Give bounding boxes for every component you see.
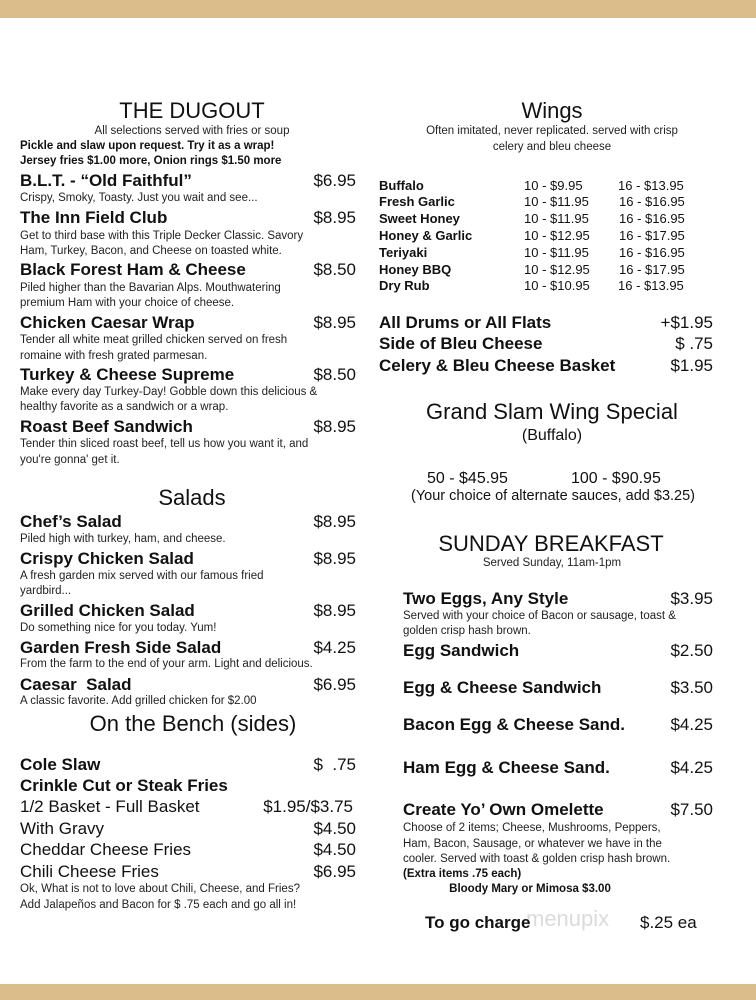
wing-price-10: 10 - $12.95 [524, 262, 590, 277]
item-name: Chef’s Salad [20, 512, 122, 531]
grand-slam-note: (Your choice of alternate sauces, add $3.25) [410, 488, 696, 504]
wing-price-10: 10 - $11.95 [524, 194, 589, 209]
item-price: $6.95 [313, 171, 356, 190]
salads-title: Salads [158, 485, 226, 510]
breakfast-title: SUNDAY BREAKFAST [438, 531, 664, 556]
dugout-note: All selections served with fries or soup [94, 125, 290, 137]
item-desc: you're gonna' get it. [20, 454, 120, 466]
item-desc: Do something nice for you today. Yum! [20, 622, 217, 634]
extra-price: +$1.95 [660, 313, 713, 332]
to-go-price: $.25 ea [640, 913, 697, 932]
wing-price-16: 16 - $16.95 [619, 245, 685, 260]
wing-flavor: Honey BBQ [379, 262, 452, 277]
item-name: Egg & Cheese Sandwich [403, 678, 602, 697]
item-desc: Add Jalapeños and Bacon for $ .75 each and go all in! [20, 899, 297, 911]
drinks-note: Bloody Mary or Mimosa $3.00 [449, 883, 611, 895]
grand-slam-subtitle: (Buffalo) [521, 427, 583, 444]
wing-price-16: 16 - $16.95 [619, 211, 685, 226]
item-name: Chili Cheese Fries [20, 862, 159, 881]
item-name: Chicken Caesar Wrap [20, 313, 195, 332]
item-price: $4.25 [313, 638, 356, 657]
wing-price-16: 16 - $17.95 [619, 262, 685, 277]
item-price: $1.95/$3.75 [263, 797, 353, 816]
item-desc: Tender thin sliced roast beef, tell us how you want it, and [20, 438, 309, 450]
wing-flavor: Buffalo [379, 178, 424, 193]
wings-desc: Often imitated, never replicated. served with crisp [426, 125, 678, 137]
wing-price-10: 10 - $9.95 [524, 178, 583, 193]
grand-slam-option: 50 - $45.95 [427, 470, 508, 487]
item-extra: (Extra items .75 each) [403, 868, 522, 880]
item-desc: cooler. Served with toast & golden crisp hash brown. [403, 853, 671, 865]
item-name: Create Yo’ Own Omelette [403, 800, 604, 819]
bench-title: On the Bench (sides) [89, 711, 297, 736]
item-price: $8.50 [313, 260, 356, 279]
dugout-note: Pickle and slaw upon request. Try it as a wrap! [20, 140, 275, 152]
item-name: With Gravy [20, 819, 105, 838]
item-name: Cheddar Cheese Fries [20, 840, 192, 859]
item-price: $8.95 [313, 601, 356, 620]
wing-flavor: Honey & Garlic [379, 228, 473, 243]
item-desc: Piled high with turkey, ham, and cheese. [20, 533, 226, 545]
wing-price-10: 10 - $11.95 [524, 245, 589, 260]
top-border [0, 0, 756, 18]
wing-price-10: 10 - $12.95 [524, 228, 590, 243]
wings-desc: celery and bleu cheese [492, 141, 612, 153]
item-desc: yardbird... [20, 585, 72, 597]
item-name: 1/2 Basket - Full Basket [20, 797, 200, 816]
item-price: $4.25 [670, 758, 713, 777]
item-desc: romaine with fresh grated parmesan. [20, 350, 208, 362]
dugout-note: Jersey fries $1.00 more, Onion rings $1.50 more [20, 155, 282, 167]
item-price: $6.95 [313, 862, 356, 881]
to-go-label: To go charge [425, 913, 531, 932]
item-name: Black Forest Ham & Cheese [20, 260, 246, 279]
extra-name: All Drums or All Flats [379, 313, 552, 332]
wing-price-16: 16 - $17.95 [619, 228, 685, 243]
item-price: $8.50 [313, 365, 356, 384]
item-name: Turkey & Cheese Supreme [20, 365, 235, 384]
item-desc: From the farm to the end of your arm. Light and delicious. [20, 658, 313, 670]
item-desc: Piled higher than the Bavarian Alps. Mouthwatering [20, 282, 281, 294]
item-desc: healthy favorite as a sandwich or a wrap. [20, 401, 229, 413]
wings-title: Wings [521, 98, 583, 123]
item-price: $ .75 [313, 755, 356, 774]
item-name: The Inn Field Club [20, 208, 168, 227]
item-price: $8.95 [313, 512, 356, 531]
item-desc: Choose of 2 items; Cheese, Mushrooms, Peppers, [403, 822, 661, 834]
item-name: Grilled Chicken Salad [20, 601, 195, 620]
item-name: Crispy Chicken Salad [20, 549, 194, 568]
wing-price-10: 10 - $11.95 [524, 211, 589, 226]
item-name: Caesar Salad [20, 675, 132, 694]
wing-price-16: 16 - $13.95 [618, 278, 684, 293]
fries-header: Crinkle Cut or Steak Fries [20, 776, 228, 795]
item-name: Roast Beef Sandwich [20, 417, 193, 436]
item-price: $7.50 [670, 800, 713, 819]
item-price: $4.50 [313, 819, 356, 838]
watermark: menupix [526, 906, 610, 931]
item-price: $4.50 [313, 840, 356, 859]
item-desc: Make every day Turkey-Day! Gobble down this delicious & [20, 386, 318, 398]
wing-flavor: Sweet Honey [379, 211, 460, 226]
dugout-title: THE DUGOUT [119, 98, 265, 123]
bottom-border [0, 984, 756, 1000]
item-desc: A fresh garden mix served with our famous fried [20, 570, 264, 582]
grand-slam-option: 100 - $90.95 [571, 470, 661, 487]
wing-flavor: Fresh Garlic [379, 194, 455, 209]
item-desc: Get to third base with this Triple Decker Classic. Savory [20, 230, 304, 242]
extra-price: $1.95 [670, 356, 713, 375]
item-price: $3.95 [670, 589, 713, 608]
wing-flavor: Teriyaki [379, 245, 428, 260]
item-name: Two Eggs, Any Style [403, 589, 569, 608]
item-desc: Ham, Bacon, Sausage, or whatever we have in the [403, 838, 662, 850]
item-desc: Ok, What is not to love about Chili, Cheese, and Fries? [20, 883, 300, 895]
item-name: Ham Egg & Cheese Sand. [403, 758, 610, 777]
item-name: B.L.T. - “Old Faithful” [20, 171, 192, 190]
item-desc: A classic favorite. Add grilled chicken for $2.00 [20, 695, 257, 707]
breakfast-subtitle: Served Sunday, 11am-1pm [482, 557, 622, 569]
item-price: $8.95 [313, 549, 356, 568]
item-desc: premium Ham with your choice of cheese. [20, 297, 235, 309]
wing-price-16: 16 - $16.95 [619, 194, 685, 209]
item-desc: Ham, Turkey, Bacon, and Cheese on toasted white. [20, 245, 282, 257]
item-desc: Crispy, Smoky, Toasty. Just you wait and see... [20, 192, 258, 204]
item-price: $6.95 [313, 675, 356, 694]
wing-flavor: Dry Rub [379, 278, 430, 293]
item-desc: Tender all white meat grilled chicken served on fresh [20, 334, 288, 346]
item-name: Bacon Egg & Cheese Sand. [403, 715, 625, 734]
extra-price: $ .75 [675, 334, 713, 353]
item-name: Cole Slaw [20, 755, 101, 774]
item-desc: Served with your choice of Bacon or sausage, toast & [403, 610, 676, 622]
item-price: $8.95 [313, 313, 356, 332]
item-desc: golden crisp hash brown. [403, 625, 531, 637]
wing-price-10: 10 - $10.95 [524, 278, 590, 293]
wing-price-16: 16 - $13.95 [618, 178, 684, 193]
grand-slam-title: Grand Slam Wing Special [426, 399, 678, 424]
item-price: $8.95 [313, 208, 356, 227]
item-name: Egg Sandwich [403, 641, 520, 660]
extra-name: Celery & Bleu Cheese Basket [379, 356, 616, 375]
item-price: $2.50 [670, 641, 713, 660]
item-price: $4.25 [670, 715, 713, 734]
extra-name: Side of Bleu Cheese [379, 334, 543, 353]
item-price: $8.95 [313, 417, 356, 436]
item-name: Garden Fresh Side Salad [20, 638, 222, 657]
item-price: $3.50 [670, 678, 713, 697]
